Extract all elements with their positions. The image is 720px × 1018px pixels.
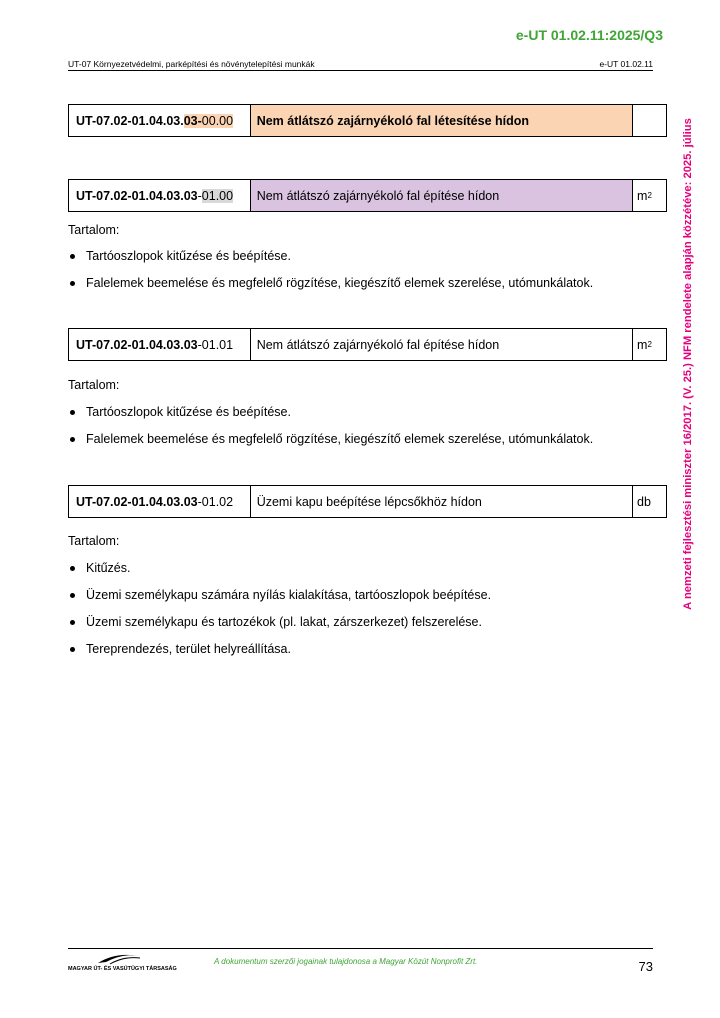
item-unit	[633, 105, 666, 136]
list-item: Falelemek beemelése és megfelelő rögzítése, kiegészítő elemek szerelése, utómunkálatok.	[68, 276, 593, 303]
footer-rule	[68, 948, 653, 949]
item-code-row	[68, 179, 667, 212]
list-item: Üzemi személykapu és tartozékok (pl. lakat, zárszerkezet) felszerelése.	[68, 615, 491, 642]
content-label: Tartalom:	[68, 223, 120, 237]
content-list	[68, 249, 593, 303]
item-code-row	[68, 104, 667, 137]
content-label: Tartalom:	[68, 378, 120, 392]
item-title: Nem átlátszó zajárnyékoló fal építése hídon	[251, 329, 633, 360]
running-header	[68, 59, 653, 69]
publication-note-text: A nemzeti fejlesztési miniszter 16/2017. (V. 25.) NFM rendelete alapján közzétéve: 2025. július	[682, 118, 694, 610]
list-item: Tartóoszlopok kitűzése és beépítése.	[68, 249, 593, 276]
item-unit: m 2	[637, 337, 652, 352]
item-code-row	[68, 328, 667, 361]
list-item: Falelemek beemelése és megfelelő rögzítése, kiegészítő elemek szerelése, utómunkálatok.	[68, 432, 593, 459]
item-title: Üzemi kapu beépítése lépcsőkhöz hídon	[251, 486, 633, 517]
item-title: Nem átlátszó zajárnyékoló fal építése hídon	[251, 180, 633, 211]
item-code: UT-07.02-01.04.03.03 - 01.01	[69, 329, 251, 360]
logo-swoosh-icon	[68, 950, 168, 966]
item-code: UT-07.02-01.04.03. 03- 00.00	[69, 105, 251, 136]
header-rule	[68, 70, 653, 71]
item-title: Nem átlátszó zajárnyékoló fal létesítése hídon	[251, 105, 633, 136]
item-code: UT-07.02-01.04.03.03 - 01.02	[69, 486, 251, 517]
header-doc-id: e-UT 01.02.11	[599, 59, 653, 69]
item-code-row	[68, 485, 667, 518]
item-unit: db	[637, 494, 651, 509]
list-item: Kitűzés.	[68, 561, 491, 588]
organization-logo	[68, 950, 177, 972]
publication-note	[682, 99, 694, 629]
list-item: Üzemi személykapu számára nyílás kialakítása, tartóoszlopok beépítése.	[68, 588, 491, 615]
item-unit: m 2	[637, 188, 652, 203]
content-list	[68, 405, 593, 459]
header-chapter-title: UT-07 Környezetvédelmi, parképítési és növénytelepítési munkák	[68, 59, 315, 69]
copyright-notice: A dokumentum szerzői jogainak tulajdonosa a Magyar Közút Nonprofit Zrt.	[214, 957, 478, 966]
list-item: Tartóoszlopok kitűzése és beépítése.	[68, 405, 593, 432]
content-list	[68, 561, 491, 669]
item-code: UT-07.02-01.04.03.03 - 01.00	[69, 180, 251, 211]
document-code: e-UT 01.02.11:2025/Q3	[515, 27, 663, 43]
logo-text: MAGYAR ÚT- ÉS VASÚTÜGYI TÁRSASÁG	[68, 966, 177, 972]
page-number: 73	[638, 959, 653, 974]
content-label: Tartalom:	[68, 534, 120, 548]
list-item: Tereprendezés, terület helyreállítása.	[68, 642, 491, 669]
